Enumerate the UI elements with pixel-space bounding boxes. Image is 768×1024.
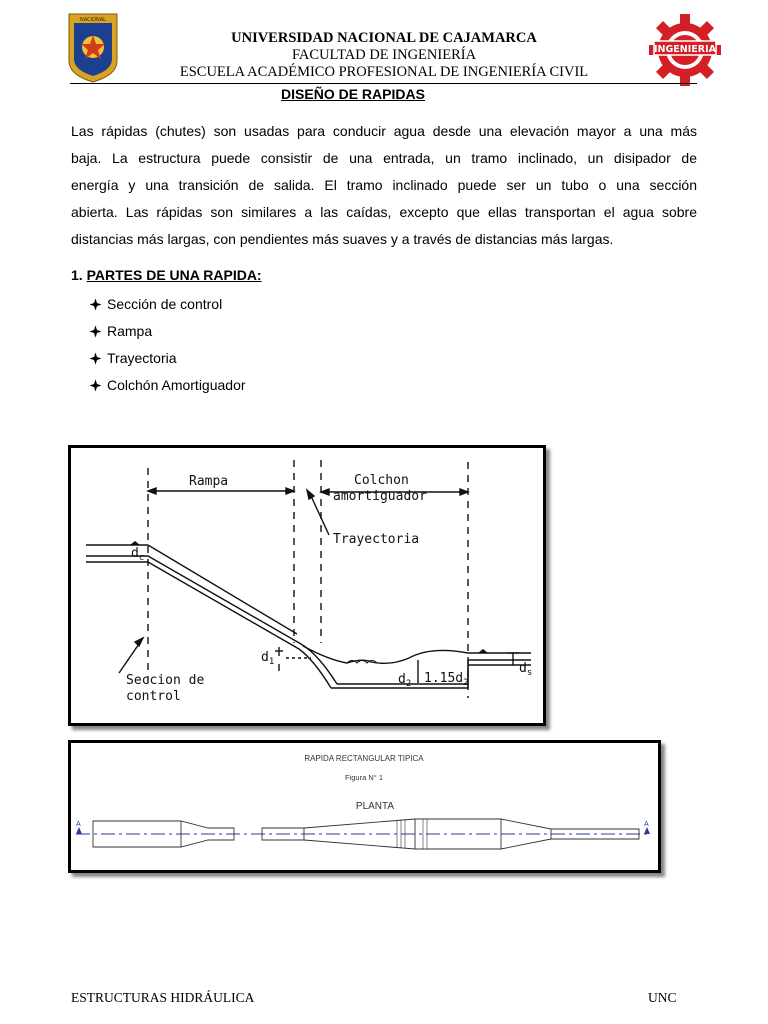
- section-heading: [71, 267, 262, 283]
- diamond-bullet-icon: [89, 379, 102, 392]
- rampa-label: Rampa: [189, 474, 229, 489]
- intro-line: Las rápidas (chutes) son usadas para conducir agua desde una elevación mayor a una más: [71, 123, 697, 139]
- d2-factor-label: $1.15d_2$: [424, 671, 469, 688]
- control-section-label-2: control: [126, 689, 181, 704]
- intro-line: abierta. Las rápidas son similares a las caídas, excepto que ellas transportan el agua sobre: [71, 204, 697, 220]
- intro-paragraph: [71, 118, 697, 253]
- part-label: Colchón Amortiguador: [107, 377, 246, 393]
- list-item: [89, 345, 246, 372]
- part-label: Rampa: [107, 323, 153, 339]
- section-title: PARTES DE UNA RAPIDA:: [86, 267, 262, 283]
- figure-number: Figura N° 1: [344, 773, 384, 782]
- section-marker-right: A: [644, 821, 649, 828]
- parts-list: [89, 291, 246, 399]
- chute-plan-figure: [68, 740, 661, 873]
- list-item: [89, 318, 246, 345]
- dc-label: $d_c$: [131, 546, 145, 563]
- university-shield-icon: [68, 13, 118, 83]
- intro-line: distancias más largas, con pendientes más suaves y a través de distancias más largas.: [71, 231, 614, 247]
- intro-line: energía y una transición de salida. El tramo inclinado puede ser un tubo o una sección: [71, 177, 697, 193]
- section-marker-left-icon: [76, 827, 82, 834]
- footer-course: ESTRUCTURAS HIDRÁULICA: [71, 990, 255, 1005]
- plan-title: RAPIDA RECTANGULAR TIPICA: [304, 754, 424, 763]
- section-marker-left: A: [76, 821, 81, 828]
- part-label: Trayectoria: [107, 350, 177, 366]
- diamond-bullet-icon: [89, 325, 102, 338]
- chute-water-line: [148, 545, 297, 634]
- diamond-bullet-icon: [89, 352, 102, 365]
- chute-profile-figure: [68, 445, 546, 726]
- engineering-logo: [648, 13, 722, 87]
- svg-text:INGENIERIA: INGENIERIA: [654, 44, 716, 55]
- plan-view-label: PLANTA: [355, 801, 395, 812]
- ds-label: $d_s$: [519, 661, 533, 678]
- university-logo: [68, 13, 118, 83]
- chute-profile-drawing: [71, 448, 543, 723]
- colchon-label: Colchon: [354, 473, 409, 488]
- list-item: [89, 291, 246, 318]
- d2-label: $d_2$: [398, 672, 412, 689]
- page-title: DISEÑO DE RAPIDAS: [281, 86, 425, 102]
- section-number: 1.: [71, 267, 83, 283]
- chute-plan-drawing: [71, 743, 658, 870]
- diamond-bullet-icon: [89, 298, 102, 311]
- intro-line: baja. La estructura puede consistir de una entrada, un tramo inclinado, un disipador de: [71, 150, 697, 166]
- control-section-label: Seccion de: [126, 673, 205, 688]
- footer-institution: UNC: [648, 990, 677, 1005]
- header-university: UNIVERSIDAD NACIONAL DE CAJAMARCA: [231, 30, 537, 46]
- section-marker-right-icon: [644, 827, 650, 834]
- svg-text:NACIONAL: NACIONAL: [80, 17, 106, 23]
- part-label: Sección de control: [107, 296, 223, 312]
- d1-label: $d_1$: [261, 650, 275, 667]
- chute-floor-line: [148, 556, 301, 644]
- engineering-gear-icon: [648, 13, 722, 87]
- trayectoria-label: Trayectoria: [333, 532, 420, 547]
- list-item: [89, 372, 246, 399]
- header-divider: [70, 83, 697, 84]
- hydraulic-jump: [303, 646, 468, 663]
- header-school: ESCUELA ACADÉMICO PROFESIONAL DE INGENIERÍA CIVIL: [179, 64, 589, 80]
- header-faculty: FACULTAD DE INGENIERÍA: [291, 47, 477, 63]
- amortiguador-label: amortiguador: [333, 489, 427, 504]
